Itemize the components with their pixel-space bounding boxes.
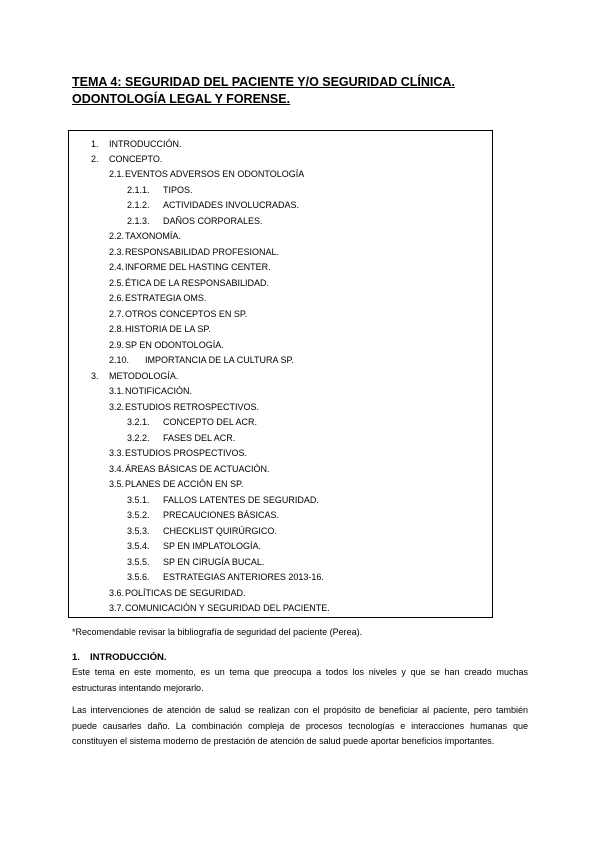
toc-item: 3.5.3. CHECKLIST QUIRÚRGICO. — [127, 526, 277, 536]
toc-item: 3.5.1. FALLOS LATENTES DE SEGURIDAD. — [127, 495, 319, 505]
toc-item: 3.3.ESTUDIOS PROSPECTIVOS. — [109, 448, 248, 458]
toc-item: 2.4.INFORME DEL HASTING CENTER. — [109, 262, 271, 272]
toc-item: 3.2.ESTUDIOS RETROSPECTIVOS. — [109, 402, 260, 412]
section-title: INTRODUCCIÓN. — [90, 652, 167, 663]
toc-item: 2.5.ÉTICA DE LA RESPONSABILIDAD. — [109, 278, 270, 288]
toc-item: 2.9.SP EN ODONTOLOGÍA. — [109, 340, 224, 350]
toc-item: 1. INTRODUCCIÓN. — [91, 139, 182, 149]
toc-item: 3.1.NOTIFICACIÓN. — [109, 386, 192, 396]
toc-item: 2.1.3. DAÑOS CORPORALES. — [127, 216, 263, 226]
toc-item: 2.7.OTROS CONCEPTOS EN SP. — [109, 309, 248, 319]
toc-item: 3.5.PLANES DE ACCIÓN EN SP. — [109, 479, 244, 489]
toc-item: 3.2.1. CONCEPTO DEL ACR. — [127, 417, 258, 427]
table-of-contents — [68, 130, 493, 618]
toc-item: 3. METODOLOGÍA. — [91, 371, 179, 381]
section-heading — [72, 652, 167, 663]
toc-item: 2. CONCEPTO. — [91, 154, 163, 164]
toc-item: 3.6.POLÍTICAS DE SEGURIDAD. — [109, 588, 246, 598]
toc-item: 3.5.4. SP EN IMPLATOLOGÍA. — [127, 541, 262, 551]
toc-item: 2.6.ESTRATEGIA OMS. — [109, 293, 207, 303]
toc-item: 2.1.1. TIPOS. — [127, 185, 193, 195]
toc-item: 2.1.2. ACTIVIDADES INVOLUCRADAS. — [127, 200, 300, 210]
toc-item: 3.4.ÁREAS BÁSICAS DE ACTUACIÓN. — [109, 464, 270, 474]
toc-item: 2.3.RESPONSABILIDAD PROFESIONAL. — [109, 247, 280, 257]
toc-item: 2.1.EVENTOS ADVERSOS EN ODONTOLOGÍA — [109, 169, 305, 179]
toc-item: 3.5.6. ESTRATEGIAS ANTERIORES 2013-16. — [127, 572, 324, 582]
section-number: 1. — [72, 652, 80, 663]
toc-item: 2.10. IMPORTANCIA DE LA CULTURA SP. — [109, 355, 294, 365]
page-title: TEMA 4: SEGURIDAD DEL PACIENTE Y/O SEGURIDAD CLÍNICA. ODONTOLOGÍA LEGAL Y FORENSE. — [72, 75, 455, 106]
toc-item: 3.5.5. SP EN CIRUGÍA BUCAL. — [127, 557, 265, 567]
paragraph: Las intervenciones de atención de salud se realizan con el propósito de beneficiar al paciente, pero también puede causarles daño. La combinación compleja de procesos tecnologías e interacciones humanas que constituyen el sistema moderno de prestación de atención de salud puede aportar beneficios importantes. — [72, 705, 528, 746]
footnote: *Recomendable revisar la bibliografía de seguridad del paciente (Perea). — [72, 627, 363, 637]
toc-item: 3.5.2. PRECAUCIONES BÁSICAS. — [127, 510, 280, 520]
toc-item: 2.2.TAXONOMÍA. — [109, 231, 181, 241]
toc-item: 3.7.COMUNICACIÓN Y SEGURIDAD DEL PACIENTE. — [109, 603, 330, 613]
toc-item: 2.8.HISTORIA DE LA SP. — [109, 324, 211, 334]
toc-item: 3.2.2. FASES DEL ACR. — [127, 433, 236, 443]
paragraph: Este tema en este momento, es un tema que preocupa a todos los niveles y que se han creado muchas estructuras intentando mejorarlo. — [72, 667, 528, 693]
